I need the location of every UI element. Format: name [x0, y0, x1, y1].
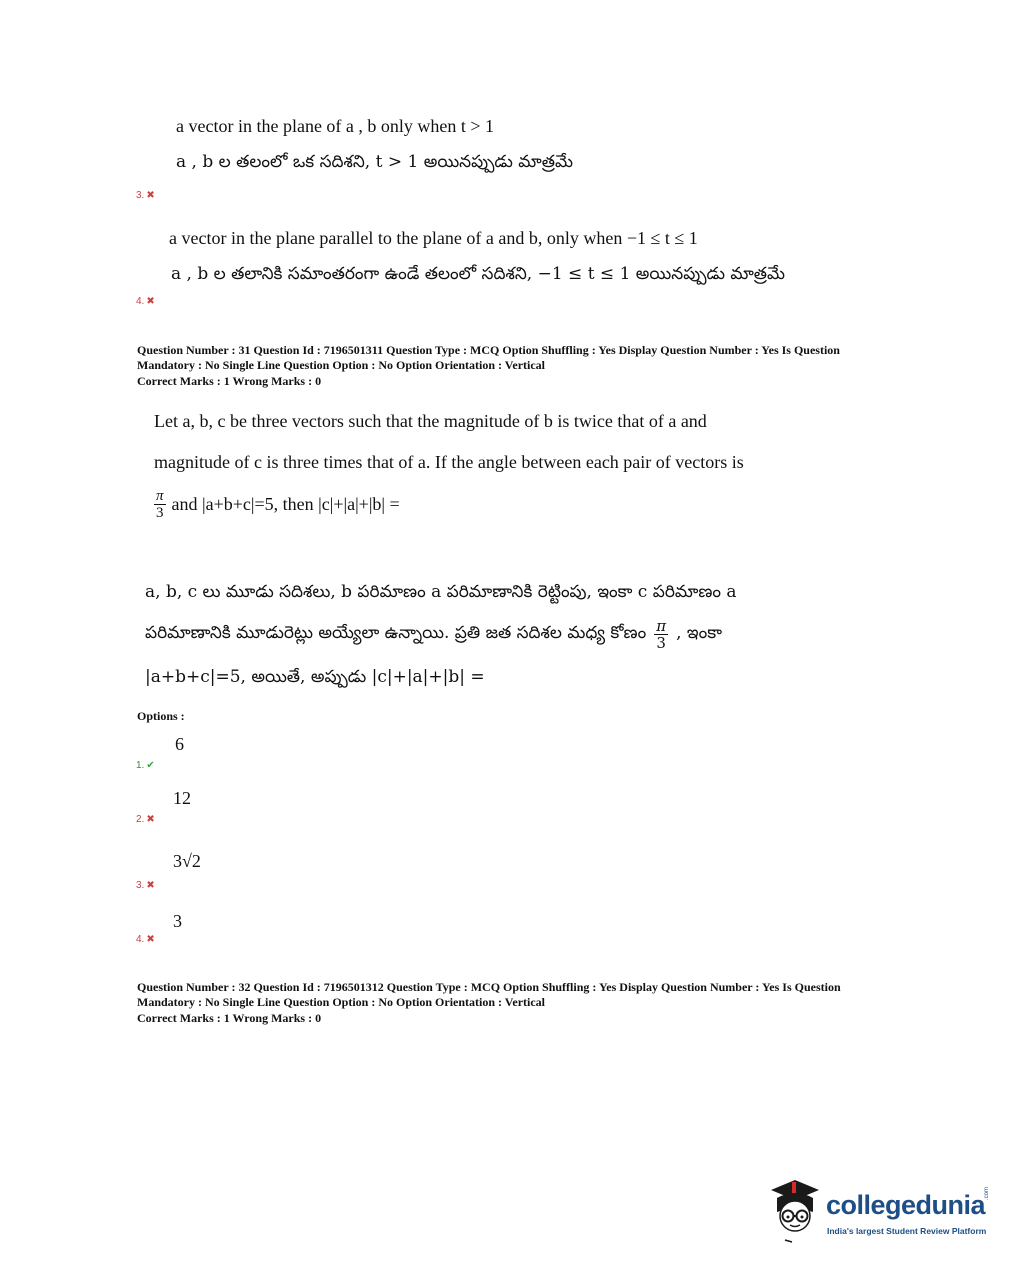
wrong-icon: ✖ — [146, 934, 155, 945]
option-number: 1. — [136, 760, 145, 771]
collegedunia-logo — [765, 1176, 995, 1246]
fraction-denominator: 3 — [156, 505, 164, 521]
q31-te-line3: |a+b+c|=5, అయితే, అప్పుడు |c|+|a|+|b| = — [145, 667, 485, 687]
q31-marks: Correct Marks : 1 Wrong Marks : 0 — [137, 374, 322, 388]
option-2-marker — [136, 807, 155, 826]
q31-en-line1: Let a, b, c be three vectors such that the magnitude of b is twice that of a and — [154, 411, 707, 431]
mascot-icon — [765, 1176, 825, 1244]
logo-com: .com — [984, 1186, 990, 1200]
option-3-marker — [136, 873, 155, 892]
q31-en-line3: and |a+b+c|=5, then |c|+|a|+|b| = — [171, 494, 400, 514]
options-label: Options : — [137, 709, 185, 723]
q31-meta-line1: Question Number : 31 Question Id : 7196501311 Question Type : MCQ Option Shuffling : Yes Display Question Number : Yes Is Question — [137, 343, 840, 357]
option-3-value: 3√2 — [173, 851, 201, 871]
logo-tagline: India's largest Student Review Platform — [827, 1226, 987, 1236]
check-icon: ✔ — [146, 760, 155, 771]
prev-option3-telugu: a , b ల తలంలో ఒక సదిశని, t > 1 అయినప్పుడు మాత్రమే — [176, 152, 573, 172]
prev-option4-marker — [136, 289, 155, 308]
wrong-icon: ✖ — [146, 814, 155, 825]
option-1-marker — [136, 753, 155, 772]
prev-option3-english: a vector in the plane of a , b only when t > 1 — [176, 116, 495, 136]
wrong-icon: ✖ — [146, 880, 155, 891]
q32-meta-line1: Question Number : 32 Question Id : 7196501312 Question Type : MCQ Option Shuffling : Yes Display Question Number : Yes Is Question — [137, 980, 841, 994]
fraction-denominator: 3 — [656, 634, 666, 652]
prev-option4-english: a vector in the plane parallel to the plane of a and b, only when −1 ≤ t ≤ 1 — [169, 228, 698, 248]
q31-te-line2-row — [145, 618, 722, 651]
q31-meta-line2: Mandatory : No Single Line Question Option : No Option Orientation : Vertical — [137, 357, 546, 372]
option-4-marker — [136, 927, 155, 946]
q31-te-line2-tail: , ఇంకా — [676, 622, 722, 643]
pi-over-3-fraction — [654, 618, 668, 651]
option-4-value: 3 — [173, 911, 182, 931]
option-1-value: 6 — [175, 734, 184, 754]
q32-meta — [137, 980, 841, 1026]
q31-en-line3-row — [154, 488, 400, 521]
q31-meta — [137, 343, 840, 389]
option-number: 3. — [136, 190, 145, 201]
q31-te-line2: పరిమాణానికి మూడురెట్లు అయ్యేలా ఉన్నాయి. ప్రతి జత సదిశల మధ్య కోణం — [145, 622, 647, 643]
q32-meta-line2: Mandatory : No Single Line Question Option : No Option Orientation : Vertical — [137, 994, 546, 1009]
pi-over-3-fraction — [154, 488, 166, 521]
q31-te-line1: a, b, c లు మూడు సదిశలు, b పరిమాణం a పరిమాణానికి రెట్టింపు, ఇంకా c పరిమాణం a — [145, 582, 737, 602]
fraction-numerator: π — [156, 488, 164, 504]
logo-name: collegedunia — [826, 1190, 986, 1220]
option-number: 3. — [136, 880, 145, 891]
option-number: 4. — [136, 296, 145, 307]
wrong-icon: ✖ — [146, 296, 155, 307]
wrong-icon: ✖ — [146, 190, 155, 201]
option-number: 2. — [136, 814, 145, 825]
option-number: 4. — [136, 934, 145, 945]
prev-option3-marker — [136, 183, 155, 202]
q31-en-line2: magnitude of c is three times that of a. If the angle between each pair of vectors is — [154, 452, 744, 472]
option-2-value: 12 — [173, 788, 191, 808]
fraction-numerator: π — [656, 617, 667, 635]
prev-option4-telugu: a , b ల తలానికి సమాంతరంగా ఉండే తలంలో సదిశని, −1 ≤ t ≤ 1 అయినప్పుడు మాత్రమే — [171, 264, 786, 284]
q32-marks: Correct Marks : 1 Wrong Marks : 0 — [137, 1011, 322, 1025]
